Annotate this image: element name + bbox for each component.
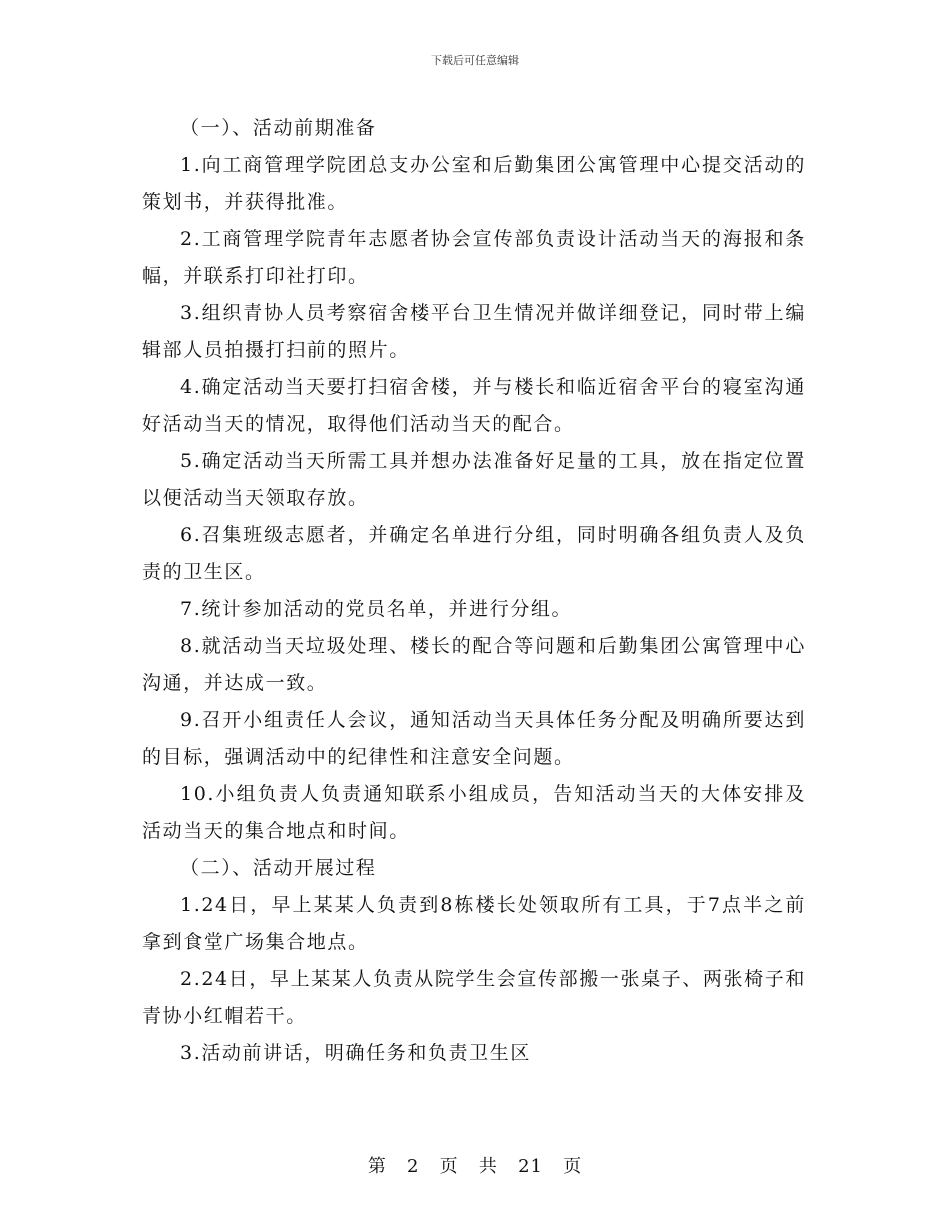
page-footer: [0, 1152, 950, 1178]
list-item: 10.小组负责人负责通知联系小组成员，告知活动当天的大体安排及活动当天的集合地点和时间。: [142, 783, 806, 842]
footer-label-ye2: 页: [563, 1156, 583, 1177]
list-item: 8.就活动当天垃圾处理、楼长的配合等问题和后勤集团公寓管理中心沟通，并达成一致。: [142, 635, 806, 694]
document-body: [142, 110, 806, 1072]
list-item: 3.活动前讲话，明确任务和负责卫生区: [180, 1042, 531, 1064]
list-item: 3.组织青协人员考察宿舍楼平台卫生情况并做详细登记，同时带上编辑部人员拍摄打扫前的照片。: [142, 302, 806, 361]
section-heading-process: （二）、活动开展过程: [180, 857, 377, 879]
list-item: 1.向工商管理学院团总支办公室和后勤集团公寓管理中心提交活动的策划书，并获得批准。: [142, 154, 806, 213]
footer-label-ye: 页: [439, 1156, 459, 1177]
list-item: 1.24日，早上某某人负责到8栋楼长处领取所有工具，于7点半之前拿到食堂广场集合地点。: [142, 894, 806, 953]
list-item: 4.确定活动当天要打扫宿舍楼，并与楼长和临近宿舍平台的寝室沟通好活动当天的情况，取得他们活动当天的配合。: [142, 376, 806, 435]
total-pages-number: 21: [518, 1156, 543, 1177]
footer-label-page: 第: [367, 1156, 387, 1177]
list-item: 7.统计参加活动的党员名单，并进行分组。: [180, 598, 573, 620]
list-item: 5.确定活动当天所需工具并想办法准备好足量的工具，放在指定位置以便活动当天领取存放。: [142, 450, 806, 509]
section-heading-prep: （一）、活动前期准备: [180, 117, 377, 139]
list-item: 9.召开小组责任人会议，通知活动当天具体任务分配及明确所要达到的目标，强调活动中的纪律性和注意安全问题。: [142, 709, 806, 768]
list-item: 2.24日，早上某某人负责从院学生会宣传部搬一张桌子、两张椅子和青协小红帽若干。: [142, 968, 806, 1027]
list-item: 2.工商管理学院青年志愿者协会宣传部负责设计活动当天的海报和条幅，并联系打印社打印。: [142, 228, 806, 287]
header-note: 下载后可任意编辑: [431, 54, 519, 67]
list-item: 6.召集班级志愿者，并确定名单进行分组，同时明确各组负责人及负责的卫生区。: [142, 524, 806, 583]
footer-label-total: 共: [478, 1156, 498, 1177]
current-page-number: 2: [407, 1156, 420, 1177]
